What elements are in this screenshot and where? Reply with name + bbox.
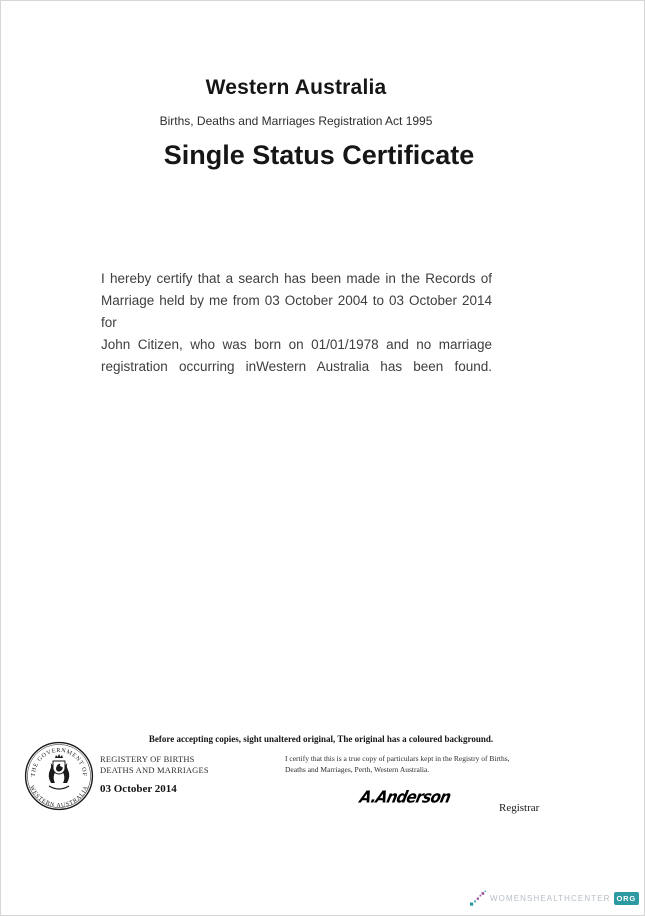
government-seal-icon xyxy=(24,741,94,811)
statement-line: I certify that this is a true copy of particulars kept in the Registry of Births, xyxy=(285,754,510,763)
certificate-title: Single Status Certificate xyxy=(163,140,475,170)
region-title: Western Australia xyxy=(205,76,387,99)
sparkle-icon xyxy=(469,890,487,907)
issue-date: 03 October 2014 xyxy=(100,783,177,795)
copy-warning-notice: Before accepting copies, sight unaltered original, The original has a coloured background. xyxy=(148,734,494,744)
seal-top-text: THE GOVERNMENT OF xyxy=(30,747,88,777)
paragraph-line: Marriage held by me from 03 October 2004 to 03 October 2014 for xyxy=(101,293,492,330)
paragraph-line: I hereby certify that a search has been made in the Records of xyxy=(101,271,492,286)
registry-line: DEATHS AND MARRIAGES xyxy=(100,765,209,775)
act-subtitle: Births, Deaths and Marriages Registration Act 1995 xyxy=(159,114,433,128)
statement-line: Deaths and Marriages, Perth, Western Australia. xyxy=(285,764,430,774)
registrar-signature: A.Anderson xyxy=(358,787,453,807)
registrar-label: Registrar xyxy=(499,802,540,814)
seal-bottom-text: WESTERN AUSTRALIA xyxy=(27,784,91,809)
site-watermark xyxy=(469,890,639,907)
true-copy-statement xyxy=(285,754,510,775)
registry-line: REGISTERY OF BIRTHS xyxy=(100,754,195,764)
coat-of-arms-icon xyxy=(49,754,70,789)
certification-paragraph xyxy=(101,268,492,378)
registry-name-block xyxy=(100,754,209,776)
watermark-tld-badge: ORG xyxy=(614,892,639,905)
paragraph-line: registration occurring inWestern Australia has been found. xyxy=(101,359,492,374)
watermark-site-name: WOMENSHEALTHCENTER xyxy=(489,894,611,903)
paragraph-line: John Citizen, who was born on 01/01/1978 and no marriage xyxy=(101,337,492,352)
